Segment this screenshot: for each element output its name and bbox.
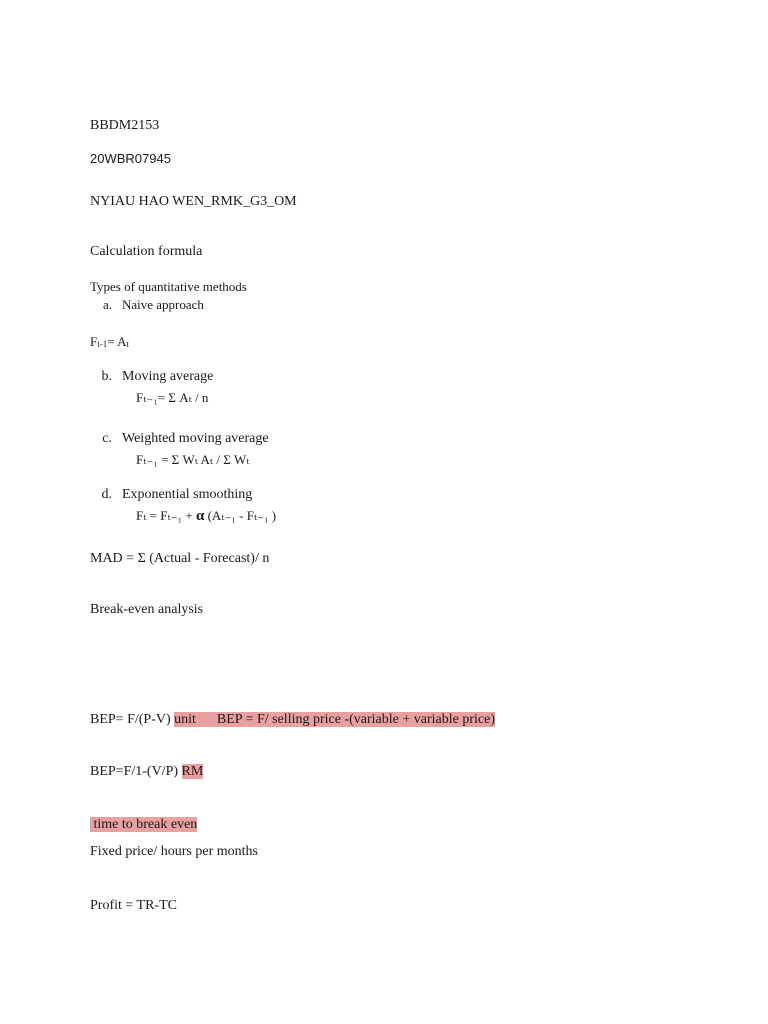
- method-d-marker: d.: [101, 487, 112, 502]
- fixed-price-formula: Fixed price/ hours per months: [90, 844, 258, 859]
- method-a: [90, 297, 204, 313]
- bep-rm-highlight: RM: [181, 764, 204, 779]
- method-a-formula-sub2: t: [126, 339, 130, 349]
- method-a-formula-sub: t-1: [97, 339, 108, 349]
- section-title: Calculation formula: [90, 244, 203, 259]
- method-d-formula: [136, 508, 276, 524]
- bep-unit-plain: BEP= F/(P-V): [90, 712, 175, 727]
- method-a-label: Naive approach: [122, 297, 204, 312]
- time-to-break-even-highlight: time to break even: [90, 817, 198, 832]
- method-d-formula-part2: (Aₜ₋₁ - Fₜ₋₁ ): [204, 508, 277, 523]
- methods-heading: Types of quantitative methods: [90, 279, 247, 294]
- method-a-marker: a.: [102, 297, 112, 312]
- method-a-formula-rest: = A: [107, 334, 127, 349]
- method-c: [90, 431, 269, 447]
- course-code: BBDM2153: [90, 118, 160, 133]
- method-b: [90, 369, 213, 385]
- method-c-label: Weighted moving average: [122, 431, 269, 446]
- time-to-break-even: [90, 817, 197, 833]
- bep-rm-plain: BEP=F/1-(V/P): [90, 764, 182, 779]
- method-d: [90, 487, 252, 503]
- method-a-formula-main: F: [90, 334, 98, 349]
- breakeven-title: Break-even analysis: [90, 602, 204, 617]
- mad-formula: MAD = Σ (Actual - Forecast)/ n: [90, 551, 270, 566]
- student-id: 20WBR07945: [90, 151, 171, 166]
- student-name: NYIAU HAO WEN_RMK_G3_OM: [90, 194, 297, 209]
- method-a-formula: [90, 334, 129, 350]
- bep-unit-formula: [90, 712, 495, 728]
- method-b-label: Moving average: [122, 369, 214, 384]
- method-b-formula: Fₜ₋₁= Σ Aₜ / n: [136, 390, 209, 405]
- method-c-formula: Fₜ₋₁ = Σ Wₜ Aₜ / Σ Wₜ: [136, 452, 250, 467]
- method-c-marker: c.: [102, 431, 112, 446]
- method-d-formula-part1: Fₜ = Fₜ₋₁ +: [136, 508, 196, 523]
- method-b-marker: b.: [101, 369, 112, 384]
- alpha-symbol: α: [195, 508, 205, 524]
- method-d-label: Exponential smoothing: [122, 487, 253, 502]
- bep-unit-highlight: unit BEP = F/ selling price -(variable + variable price): [174, 712, 495, 727]
- profit-formula: Profit = TR-TC: [90, 898, 177, 913]
- bep-rm-formula: [90, 764, 203, 780]
